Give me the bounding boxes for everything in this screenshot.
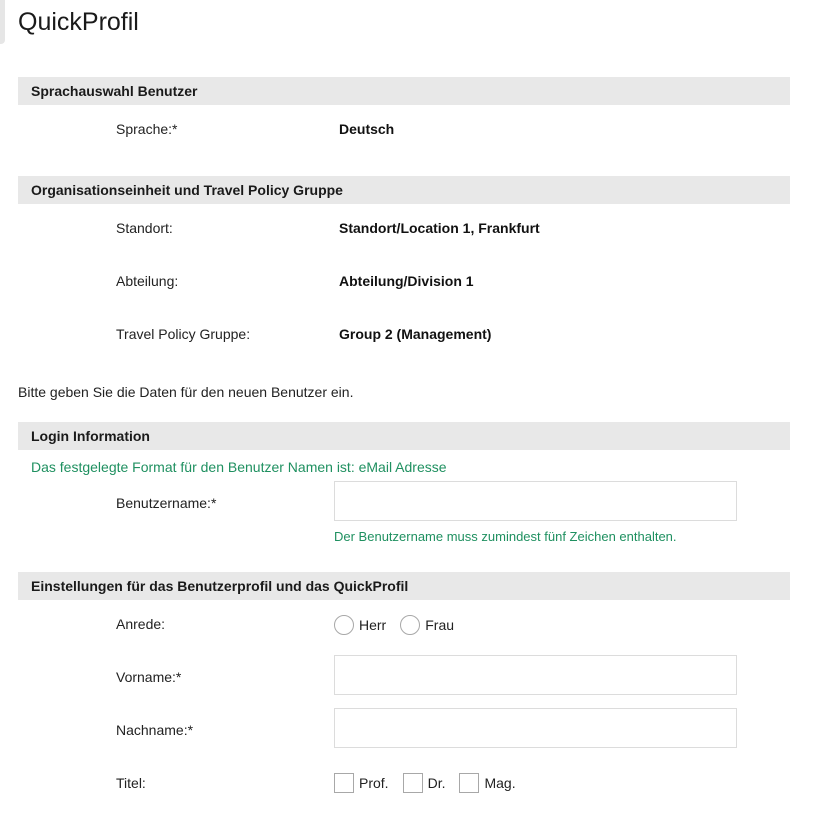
- salutation-label: Anrede:: [116, 616, 166, 632]
- lastname-label: Nachname:*: [116, 722, 194, 738]
- section-header-language: Sprachauswahl Benutzer: [18, 77, 790, 105]
- salutation-option-frau[interactable]: [400, 615, 454, 635]
- salutation-option-herr[interactable]: [334, 615, 386, 635]
- title-label: Titel:: [116, 775, 146, 791]
- department-label: Abteilung:: [116, 273, 179, 289]
- radio-herr-label[interactable]: Herr: [359, 617, 387, 633]
- radio-frau[interactable]: [400, 615, 420, 635]
- title-option-dr[interactable]: [403, 773, 446, 793]
- username-input[interactable]: [334, 481, 737, 521]
- radio-herr[interactable]: [334, 615, 354, 635]
- language-value: Deutsch: [339, 121, 395, 137]
- username-format-info: Das festgelegte Format für den Benutzer Namen ist: eMail Adresse: [31, 459, 447, 475]
- checkbox-prof-label[interactable]: Prof.: [359, 775, 389, 791]
- checkbox-prof[interactable]: [334, 773, 354, 793]
- travel-policy-value: Group 2 (Management): [339, 326, 492, 342]
- section-header-profile: Einstellungen für das Benutzerprofil und das QuickProfil: [18, 572, 790, 600]
- title-checkbox-group: [334, 773, 530, 793]
- location-label: Standort:: [116, 220, 173, 236]
- side-panel-tab[interactable]: [0, 0, 5, 44]
- location-value: Standort/Location 1, Frankfurt: [339, 220, 540, 236]
- checkbox-dr[interactable]: [403, 773, 423, 793]
- page-title: QuickProfil: [18, 8, 139, 36]
- travel-policy-label: Travel Policy Gruppe:: [116, 326, 251, 342]
- checkbox-mag-label[interactable]: Mag.: [484, 775, 516, 791]
- checkbox-dr-label[interactable]: Dr.: [427, 775, 446, 791]
- salutation-radio-group: [334, 615, 468, 635]
- language-label: Sprache:*: [116, 121, 178, 137]
- intro-text: Bitte geben Sie die Daten für den neuen Benutzer ein.: [18, 384, 354, 400]
- firstname-label: Vorname:*: [116, 669, 182, 685]
- section-header-login: Login Information: [18, 422, 790, 450]
- username-hint: Der Benutzername muss zumindest fünf Zeichen enthalten.: [334, 529, 677, 544]
- title-option-prof[interactable]: [334, 773, 389, 793]
- username-label: Benutzername:*: [116, 495, 217, 511]
- title-option-mag[interactable]: [459, 773, 515, 793]
- department-value: Abteilung/Division 1: [339, 273, 474, 289]
- lastname-input[interactable]: [334, 708, 737, 748]
- section-header-organization: Organisationseinheit und Travel Policy Gruppe: [18, 176, 790, 204]
- firstname-input[interactable]: [334, 655, 737, 695]
- radio-frau-label[interactable]: Frau: [425, 617, 455, 633]
- checkbox-mag[interactable]: [459, 773, 479, 793]
